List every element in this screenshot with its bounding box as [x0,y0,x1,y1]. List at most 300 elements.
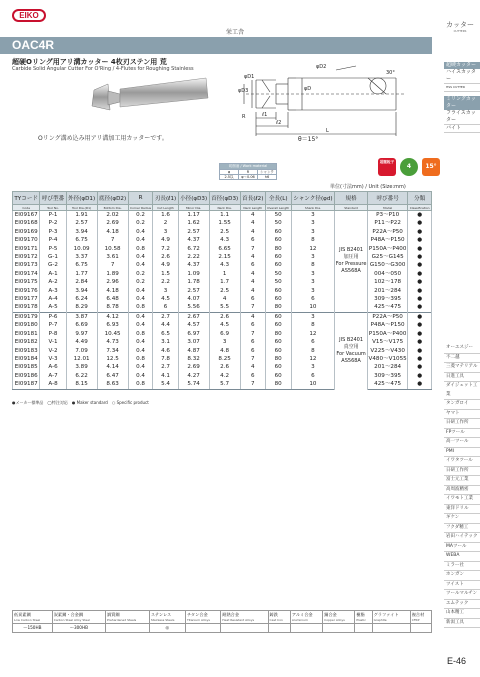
sidebar-brand-item[interactable]: ツールマルチン [444,590,480,600]
column-header: 外径(φD1) [66,192,97,205]
table-cell: V15〜V175 [367,338,407,346]
table-cell: ● [408,287,432,295]
table-cell: G-2 [40,261,66,269]
table-cell: P-5 [40,245,66,253]
column-header: R [128,192,153,205]
table-cell: 4.5 [153,295,178,303]
table-cell: 0.4 [128,312,153,321]
table-cell: 60 [265,372,291,380]
table-cell: G150〜G300 [367,261,407,269]
column-header: 分類 [408,192,432,205]
material-name-en: Aluminium [291,618,308,622]
table-cell: 3 [291,270,335,278]
spec-cell: シャンク [257,170,276,174]
sidebar-brand-item[interactable]: ツイスト [444,581,480,591]
table-cell: P48A〜P150 [367,321,407,329]
sidebar-item[interactable]: フライスカッター [444,110,480,125]
sidebar-brand-item[interactable]: ダイジェット工業 [444,382,480,400]
table-cell: 0.8 [128,245,153,253]
table-cell: 1.5 [153,270,178,278]
cutter-image [88,76,210,120]
material-value [268,624,290,633]
table-cell: 60 [265,287,291,295]
standard-group-cell [335,312,368,389]
table-cell: 7 [97,236,128,244]
table-cell: 2.5 [209,287,240,295]
table-cell: 6.75 [66,261,97,269]
table-cell: 60 [265,312,291,321]
table-cell: 60 [265,261,291,269]
table-cell: 0.2 [128,270,153,278]
table-cell: G-1 [40,253,66,261]
material-header [52,611,105,624]
table-cell: V-3 [40,355,66,363]
table-cell: 4.5 [209,321,240,329]
material-name-en: Graphite [373,618,387,622]
table-cell: 6.5 [153,330,178,338]
table-cell: 4 [240,253,265,261]
table-cell: P-4 [40,236,66,244]
table-cell: 309〜395 [367,295,407,303]
table-row [13,347,432,355]
table-cell: 10.09 [66,245,97,253]
sidebar-brand-item[interactable]: PMI [444,448,480,458]
table-cell: 6 [291,372,335,380]
table-cell: 4.37 [178,236,209,244]
table-cell: 60 [265,363,291,371]
table-cell: 9.97 [66,330,97,338]
material-name-en: Low Carbon Steel [14,618,41,622]
table-cell: 1.78 [178,278,209,286]
sidebar-brand-item[interactable]: 日研工作所 [444,467,480,477]
sidebar-group-head[interactable]: 超硬カッター [444,62,480,69]
table-cell: 0.4 [128,338,153,346]
table-cell: P-1 [40,211,66,220]
table-cell: EI09181 [13,330,40,338]
standard-jis: JIS B2401 [339,247,364,254]
column-header: 全長(L) [265,192,291,205]
table-cell: 4.37 [178,261,209,269]
column-subheader: Cut Length [153,205,178,211]
table-cell: ● [408,236,432,244]
table-cell: 4 [240,219,265,227]
sidebar-brand-item[interactable]: エムテック [444,600,480,610]
sidebar-brand-item[interactable]: ヤマト [444,410,480,420]
table-cell: 6 [240,295,265,303]
table-cell: 2.6 [209,312,240,321]
label-d3: φD3 [238,88,249,94]
column-subheader: Tool Dia.(D1) [66,205,97,211]
column-subheader: Classification [409,205,430,210]
table-cell: EI09179 [13,312,40,321]
table-cell: 0.4 [128,363,153,371]
table-row [13,228,432,236]
table-cell: EI09186 [13,372,40,380]
table-cell: P-6 [40,312,66,321]
table-cell: 2.02 [97,211,128,220]
brand-logo: EIKO [12,9,46,22]
table-cell: 4.18 [97,287,128,295]
table-cell: 50 [265,219,291,227]
table-row [13,287,432,295]
table-row [13,338,432,346]
sidebar-brand-item[interactable]: オーエスジー [444,344,480,354]
table-cell: 2.57 [178,287,209,295]
table-row [13,219,432,227]
column-subheader: Bottom Dia. [97,205,128,211]
table-cell: 3 [153,287,178,295]
standard-jis: JIS B2401 [339,336,364,343]
table-cell: 6.72 [178,245,209,253]
material-value [106,624,150,633]
material-name-en: Prehardened Steels [107,618,137,622]
sidebar-groups [444,62,480,133]
material-value [290,624,322,633]
table-cell: 7 [240,245,265,253]
sidebar-brand-item[interactable]: 富士元工業 [444,476,480,486]
table-cell: 4.27 [178,372,209,380]
table-cell: 2.7 [153,312,178,321]
sidebar-item[interactable]: ハイスカッター [444,69,480,84]
table-cell: EI09187 [13,380,40,389]
standard-as: AS568A [341,357,361,364]
sidebar-group-head[interactable]: ミリングカッター [444,96,480,110]
table-cell: 4 [209,295,240,303]
table-cell: 3.94 [66,287,97,295]
table-cell: 425〜475 [367,380,407,389]
table-cell: 6.97 [178,330,209,338]
sidebar-brand-item[interactable]: 新潟工具 [444,619,480,629]
table-cell: EI09180 [13,321,40,329]
table-cell: 60 [265,347,291,355]
table-cell: 12 [291,330,335,338]
table-cell: 6 [240,347,265,355]
table-cell: A-7 [40,372,66,380]
table-row [13,321,432,329]
material-name-en: Stainless Steels [150,618,175,622]
table-cell: ● [408,380,432,389]
column-header: 首径(φD3) [209,192,240,205]
table-cell: 6.93 [97,321,128,329]
material-name-en: Copper Alloys [324,618,345,622]
table-cell: ● [408,245,432,253]
table-cell: 2.96 [97,278,128,286]
column-subheader: Code [13,205,40,211]
table-cell: 8.15 [66,380,97,389]
spec-box [219,163,277,180]
table-cell: ● [408,321,432,329]
table-cell: 4.3 [209,236,240,244]
material-value [372,624,410,633]
table-cell: 3 [291,363,335,371]
table-cell: 2.6 [209,363,240,371]
table-cell: 4 [240,278,265,286]
subtitle-en: Carbide Solid Angular Cutter For O'Ring / 4-Flutes for Roughing Stainless [12,66,194,72]
table-cell: 10 [291,380,335,389]
table-cell: 4.18 [97,228,128,236]
table-cell: 80 [265,355,291,363]
table-cell: 7 [240,303,265,312]
sidebar-brand-item[interactable]: FPツール [444,429,480,439]
material-header [372,611,410,624]
table-cell: 1 [209,270,240,278]
table-cell: 1.77 [66,270,97,278]
table-cell: V225〜V430 [367,347,407,355]
table-cell: 3.61 [97,253,128,261]
table-cell: 6.65 [209,245,240,253]
table-cell: P48A〜P150 [367,236,407,244]
standard-en: For Pressure [335,261,367,268]
table-cell: 4.4 [153,321,178,329]
table-cell: 3 [291,219,335,227]
column-subheader: Standard [335,205,368,211]
sidebar-brand-item[interactable]: ギケン [444,514,480,524]
material-value [355,624,372,633]
spec-table [12,191,432,390]
table-cell: EI09184 [13,355,40,363]
sidebar-brand-item[interactable]: MAツール [444,543,480,553]
table-cell: 3.37 [66,253,97,261]
table-cell: A-1 [40,270,66,278]
material-header [290,611,322,624]
label-d: φD [304,86,312,92]
table-cell: 3 [291,228,335,236]
label-angle: 30° [386,70,395,76]
table-cell: 0.4 [128,253,153,261]
table-cell: 8 [291,261,335,269]
sidebar-brand-item[interactable]: 高一ツール [444,438,480,448]
table-cell: 4.57 [178,321,209,329]
label-l2: ℓ2 [276,120,282,126]
label-d1: φD1 [244,74,255,80]
material-header [106,611,150,624]
table-cell: P-3 [40,228,66,236]
table-row [13,355,432,363]
sidebar-brand-item[interactable]: 岩田ハイテック [444,533,480,543]
table-cell: 80 [265,245,291,253]
table-cell: 2.57 [66,219,97,227]
table-cell: 0.8 [128,330,153,338]
table-cell: 6.75 [66,236,97,244]
column-header: 規格 [335,192,368,205]
column-header: 呼び番号 [367,192,407,205]
material-value [221,624,268,633]
table-cell: EI09175 [13,278,40,286]
theta-label: θ＝15° [298,136,319,143]
sidebar-brand-item[interactable]: 三菱マテリアル [444,363,480,373]
sidebar-brand-item[interactable]: 高周波精密 [444,486,480,496]
material-name: 複合材 [411,612,425,617]
column-subheader: Shank Dia. [291,205,335,211]
table-cell: 1.89 [97,270,128,278]
column-header: 小径(φD3) [178,192,209,205]
table-cell: P3〜P10 [367,211,407,220]
table-cell: ● [408,312,432,321]
table-cell: EI09168 [13,219,40,227]
table-cell: A-3 [40,287,66,295]
sidebar-brand-item[interactable]: 不二越 [444,354,480,364]
table-cell: 0.2 [128,211,153,220]
table-cell: 5.74 [178,380,209,389]
table-cell: 3.94 [66,228,97,236]
material-header [221,611,268,624]
table-cell: 8 [291,236,335,244]
table-cell: 1.1 [209,211,240,220]
table-cell: 1.55 [209,219,240,227]
table-cell: 12 [291,355,335,363]
table-cell: 8 [291,347,335,355]
table-cell: 4.2 [209,372,240,380]
table-cell: P150A〜P400 [368,330,407,337]
table-cell: 2.5 [209,228,240,236]
sidebar-brand-item[interactable]: 山本精工 [444,609,480,619]
column-subheader: Minor Dia. [178,205,209,211]
material-value [185,624,220,633]
standard-as: AS568A [341,268,361,275]
table-cell: P-2 [40,219,66,227]
table-cell: 1.91 [66,211,97,220]
material-header [355,611,372,624]
table-cell: 4.49 [66,338,97,346]
table-row [13,253,432,261]
table-cell: 12.01 [66,355,97,363]
table-cell: 6 [291,338,335,346]
table-cell: ● [408,278,432,286]
material-value [410,624,431,633]
material-header [268,611,290,624]
page-title: OAC4R [0,37,432,54]
table-cell: V-1 [40,338,66,346]
table-cell: 8.63 [97,380,128,389]
column-subheader: Tool No. [40,205,66,211]
table-cell: 0.4 [128,228,153,236]
column-subheader: Overall Length [267,205,290,210]
table-cell: 1.62 [178,219,209,227]
sidebar-brand-item[interactable]: WEBA [444,552,480,562]
table-cell: 50 [265,270,291,278]
table-cell: 2.15 [209,253,240,261]
badge-angle: 15° [422,158,440,176]
table-cell: ● [408,211,432,220]
sidebar-brand-item[interactable]: 日進工具 [444,373,480,383]
table-cell: A-4 [40,295,66,303]
sidebar-brand-item[interactable]: 日研工作所 [444,419,480,429]
table-cell: 10.58 [97,245,128,253]
table-cell: 4 [240,228,265,236]
table-cell: 8.25 [209,355,240,363]
table-cell: 3 [291,287,335,295]
table-cell: 3 [291,278,335,286]
material-name-en: Carbon Steel Alloy Steel [53,618,90,622]
standard-jp: 真空用 [343,343,359,350]
table-cell: 6 [153,303,178,312]
sidebar-brand-item[interactable]: イワタツール [444,457,480,467]
material-header [410,611,431,624]
table-cell: 0.4 [128,287,153,295]
table-cell: 4.07 [178,295,209,303]
sidebar-brand-item[interactable]: 東洋ドリル [444,505,480,515]
table-cell: 6 [291,295,335,303]
label-r: R [242,114,246,120]
table-cell: 6 [240,338,265,346]
table-cell: EI09185 [13,363,40,371]
table-cell: 0.2 [128,278,153,286]
table-cell: V480〜V1055 [368,355,407,362]
table-cell: 4.1 [153,372,178,380]
material-header [323,611,355,624]
sidebar-item[interactable]: HSS CUTTER [444,84,480,92]
table-cell: 5.5 [209,303,240,312]
material-value: ◎ [149,624,185,633]
material-name-en: Titanium Alloys [186,618,210,622]
caption: Oリング溝め込み用アリ溝加工用カッターです。 [38,135,168,142]
table-cell: EI09172 [13,253,40,261]
table-cell: 6.9 [209,330,240,338]
unit-note: 単位(寸法mm) / Unit (Size:mm) [330,184,406,190]
page-number: E-46 [447,656,467,666]
badge-flutes: 4 [400,158,418,176]
table-cell: 12.5 [97,355,128,363]
table-cell: ● [408,261,432,269]
material-name: 銅合金 [324,612,337,617]
table-cell: 8 [291,321,335,329]
sidebar-brand-item[interactable]: タンガロイ [444,400,480,410]
table-cell: 4 [240,363,265,371]
table-cell: 6 [240,236,265,244]
sidebar-item[interactable]: バイト [444,125,480,133]
table-cell: 60 [265,228,291,236]
table-cell: 4.87 [178,347,209,355]
table-cell: ● [408,228,432,236]
sidebar-brand-item[interactable]: ホンガン [444,571,480,581]
table-cell: 3 [291,211,335,220]
column-subheader: Model [367,205,407,211]
table-cell: EI09174 [13,270,40,278]
table-cell: ● [408,347,432,355]
table-cell: A-5 [40,303,66,312]
sidebar-brand-item[interactable]: イワモト工業 [444,495,480,505]
table-cell: 0.4 [128,321,153,329]
table-cell: ● [408,330,432,338]
table-row [13,372,432,380]
table-cell: EI09169 [13,228,40,236]
table-cell: 4.9 [153,236,178,244]
table-row [13,236,432,244]
table-cell: ● [408,253,432,261]
table-cell: 80 [265,330,291,338]
table-cell: 2.57 [178,228,209,236]
table-cell: 4.3 [209,261,240,269]
table-cell: 6.47 [97,372,128,380]
table-row [13,380,432,389]
label-d2: φD2 [316,64,327,70]
sidebar-category[interactable] [440,20,480,33]
material-name-en: Cast Iron [269,618,283,622]
spec-cell: 2.5以 [224,175,234,179]
table-cell: P-7 [40,321,66,329]
sidebar-brand-item[interactable]: ミラー社 [444,562,480,572]
column-subheader: Neck Dia. [209,205,240,211]
table-cell: 4.6 [153,347,178,355]
subtitle-jp: 超硬Oリング用アリ溝カッター 4枚刃ステン用 荒 [12,58,167,66]
table-cell: EI09170 [13,236,40,244]
sidebar-brand-item[interactable]: フクダ精工 [444,524,480,534]
table-cell: 4.9 [153,261,178,269]
table-cell: 3 [153,228,178,236]
table-cell: EI09167 [13,211,40,220]
table-cell: 50 [265,211,291,220]
table-cell: 2.7 [153,363,178,371]
